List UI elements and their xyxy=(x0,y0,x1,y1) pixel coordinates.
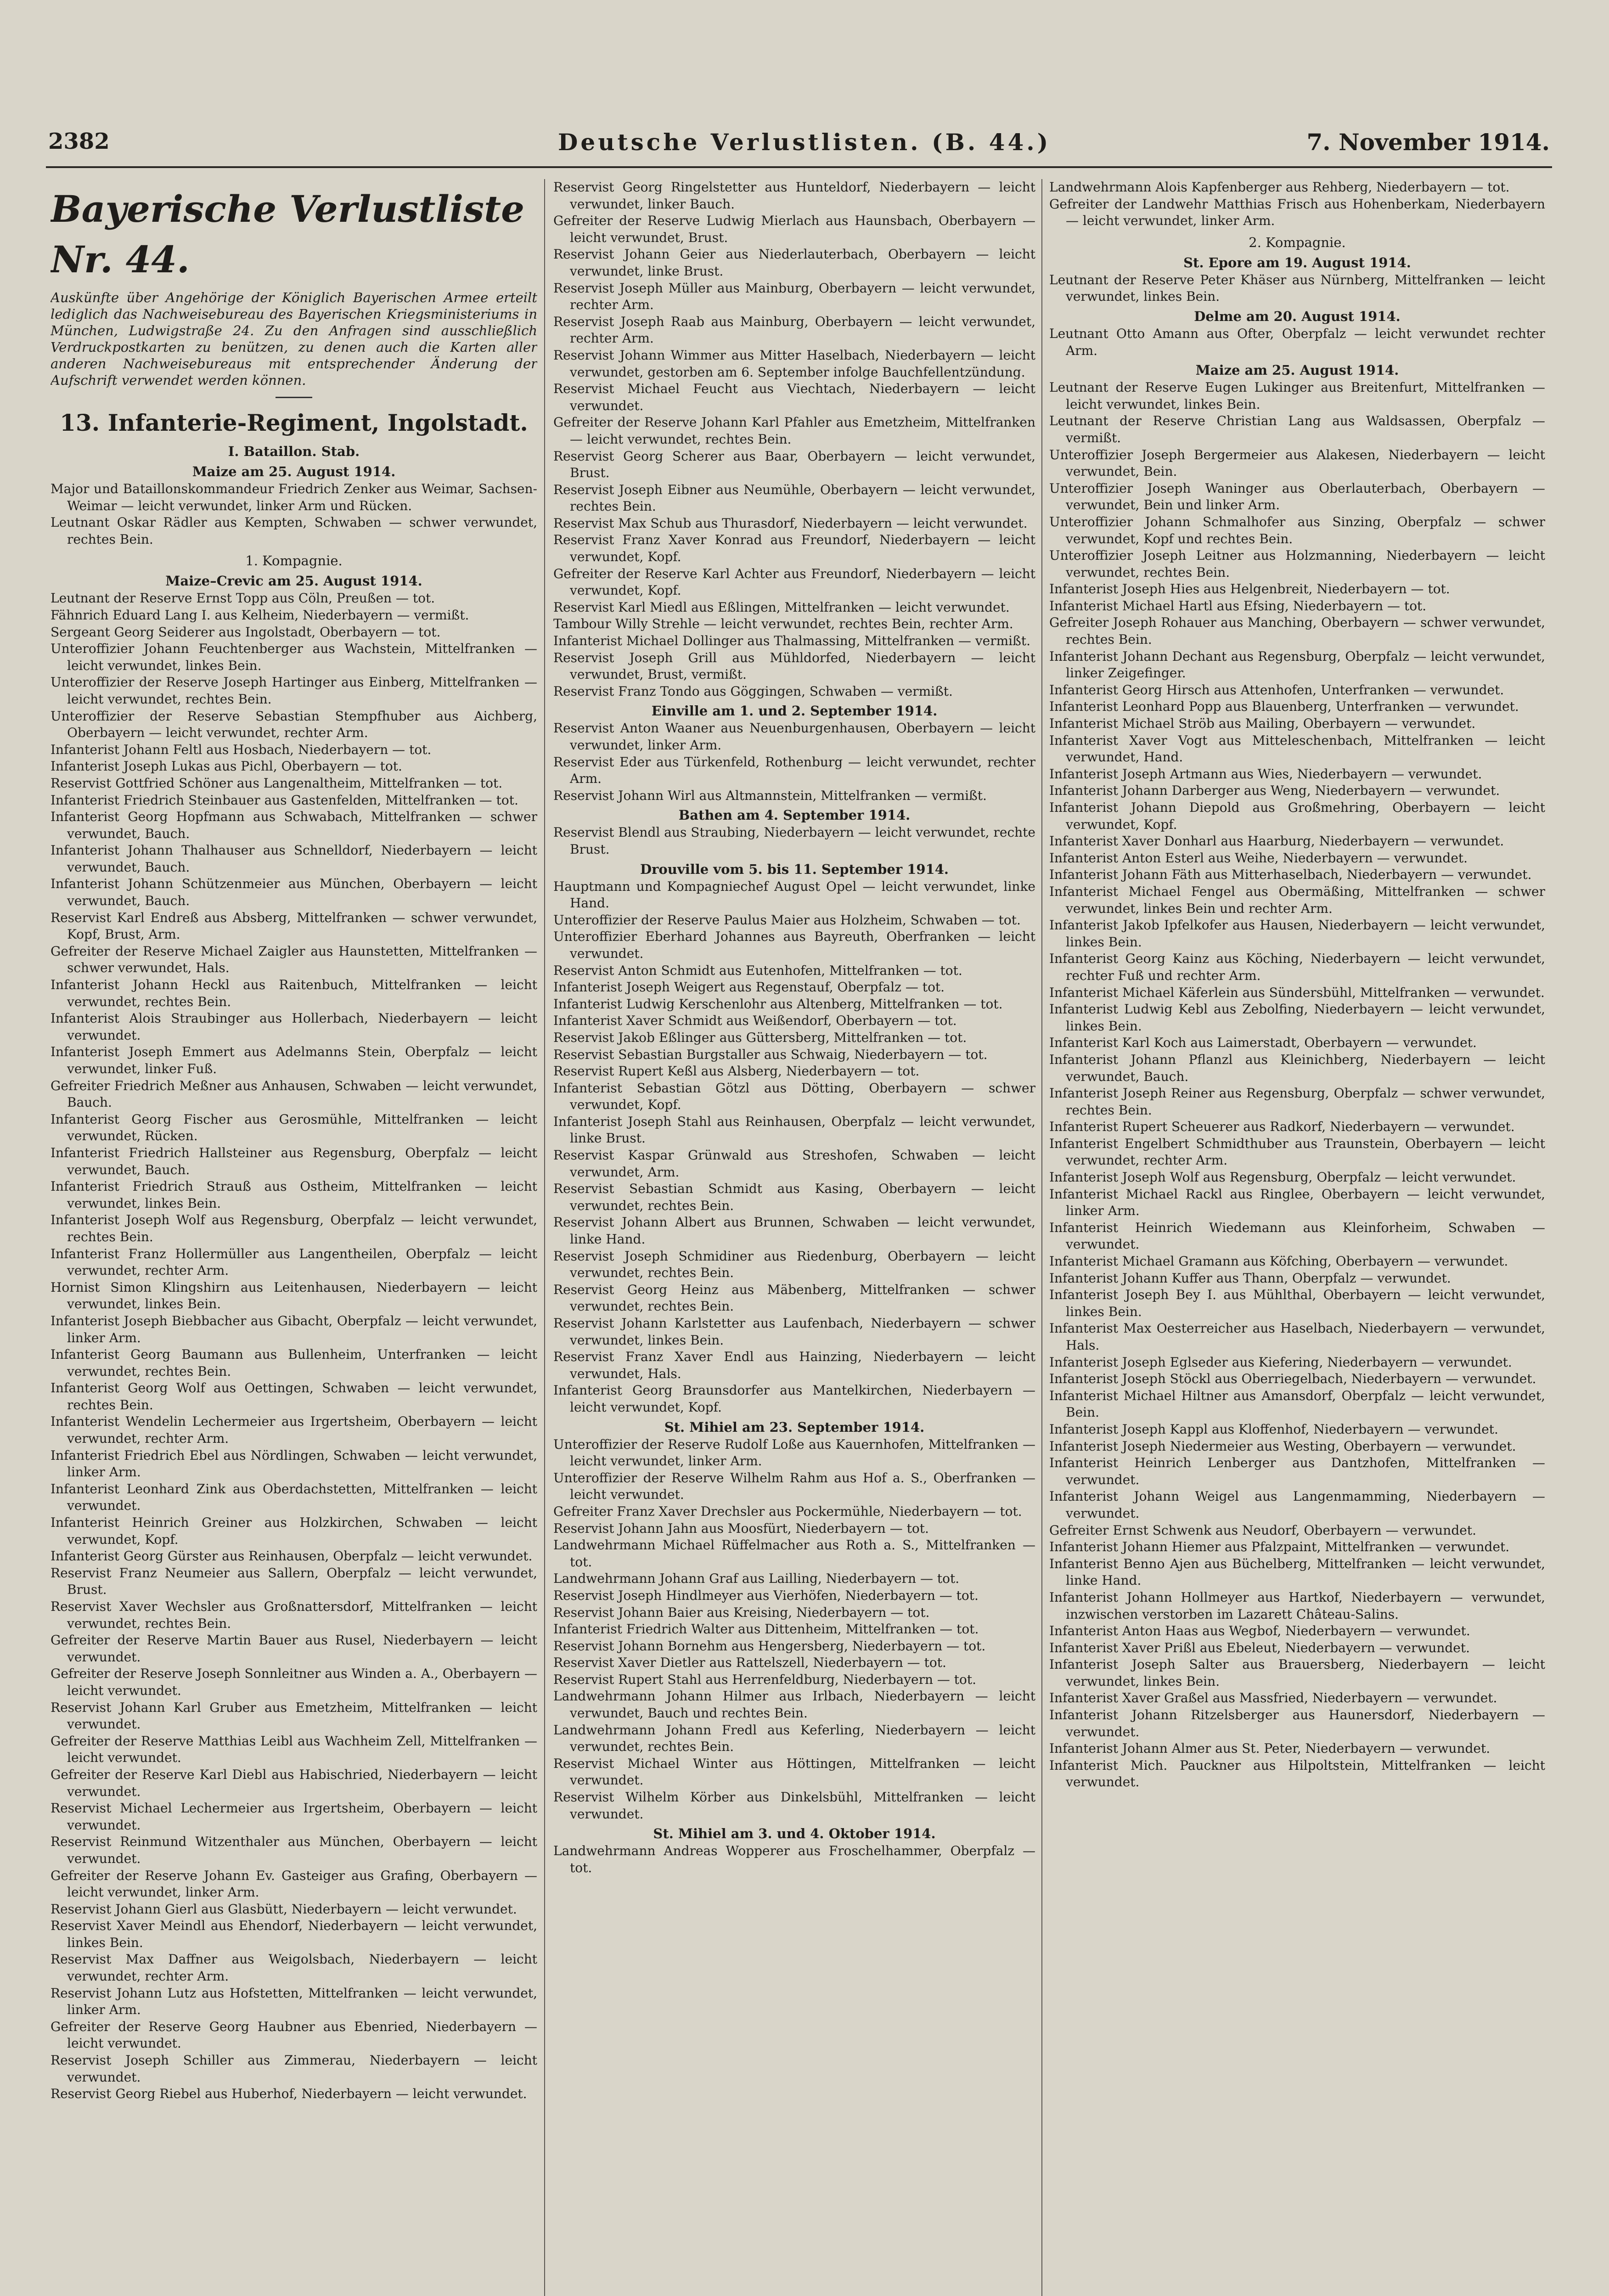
column-divider-2 xyxy=(1041,179,1042,2296)
section-heading: St. Epore am 19. August 1914. xyxy=(1183,254,1411,270)
casualty-entry: Gefreiter der Landwehr Matthias Frisch aus Hohenberkam, Niederbayern — leicht verwundet, linker Arm. xyxy=(1049,196,1545,229)
casualty-entry: Unteroffizier der Reserve Wilhelm Rahm aus Hof a. S., Oberfranken — leicht verwundet. xyxy=(553,1470,1035,1503)
casualty-entry: Reservist Georg Riebel aus Huberhof, Niederbayern — leicht verwundet. xyxy=(51,2086,527,2102)
entry-list xyxy=(553,179,1035,700)
company-heading: 2. Kompagnie. xyxy=(1249,234,1346,250)
casualty-entry: Infanterist Michael Hiltner aus Amansdorf, Oberpfalz — leicht verwundet, Bein. xyxy=(1049,1388,1545,1420)
casualty-entry: Reservist Franz Xaver Endl aus Hainzing, Niederbayern — leicht verwundet, Hals. xyxy=(553,1349,1035,1381)
casualty-entry: Infanterist Georg Baumann aus Bullenheim, Unterfranken — leicht verwundet, rechtes Bein. xyxy=(51,1347,537,1379)
casualty-entry: Gefreiter der Reserve Matthias Leibl aus Wachheim Zell, Mittelfranken — leicht verwundet. xyxy=(51,1733,537,1766)
entry-list xyxy=(553,824,1035,858)
casualty-entry: Infanterist Friedrich Steinbauer aus Gastenfelden, Mittelfranken — tot. xyxy=(51,792,518,808)
casualty-entry: Sergeant Georg Seiderer aus Ingolstadt, Oberbayern — tot. xyxy=(51,624,441,640)
casualty-entry: Landwehrmann Johann Hilmer aus Irlbach, Niederbayern — leicht verwundet, Bauch und rechtes Bein. xyxy=(553,1688,1035,1721)
casualty-entry: Infanterist Sebastian Götzl aus Dötting, Oberbayern — schwer verwundet, Kopf. xyxy=(553,1080,1035,1113)
casualty-entry: Reservist Rupert Keßl aus Alsberg, Niederbayern — tot. xyxy=(553,1064,920,1079)
casualty-entry: Infanterist Karl Koch aus Laimerstadt, Oberbayern — verwundet. xyxy=(1049,1035,1477,1051)
casualty-entry: Infanterist Friedrich Strauß aus Ostheim, Mittelfranken — leicht verwundet, linkes Bein. xyxy=(51,1179,537,1211)
casualty-entry: Reservist Kaspar Grünwald aus Streshofen, Schwaben — leicht verwundet, Arm. xyxy=(553,1148,1035,1180)
casualty-entry: Gefreiter der Reserve Karl Diebl aus Habischried, Niederbayern — leicht verwundet. xyxy=(51,1767,537,1799)
entry-list xyxy=(1049,179,1545,230)
casualty-entry: Reservist Joseph Hindlmeyer aus Vierhöfen, Niederbayern — tot. xyxy=(553,1587,979,1603)
casualty-entry: Infanterist Michael Dollinger aus Thalmassing, Mittelfranken — vermißt. xyxy=(553,633,1030,649)
casualty-entry: Reservist Rupert Stahl aus Herrenfeldburg, Niederbayern — tot. xyxy=(553,1671,977,1687)
entry-list xyxy=(1049,326,1545,359)
casualty-entry: Gefreiter der Reserve Georg Haubner aus Ebenried, Niederbayern — leicht verwundet. xyxy=(51,2019,537,2051)
casualty-entry: Reservist Georg Ringelstetter aus Hunteldorf, Niederbayern — leicht verwundet, linker Bauch. xyxy=(553,180,1035,212)
entry-list xyxy=(553,1843,1035,1876)
casualty-entry: Infanterist Michael Gramann aus Köfching, Oberbayern — verwundet. xyxy=(1049,1254,1508,1269)
casualty-entry: Infanterist Johann Darberger aus Weng, Niederbayern — verwundet. xyxy=(1049,783,1500,799)
column-1 xyxy=(51,179,537,2296)
casualty-entry: Tambour Willy Strehle — leicht verwundet, rechtes Bein, rechter Arm. xyxy=(553,616,1013,632)
casualty-entry: Leutnant Oskar Rädler aus Kempten, Schwaben — schwer verwundet, rechtes Bein. xyxy=(51,515,537,547)
casualty-entry: Unteroffizier Joseph Bergermeier aus Alakesen, Niederbayern — leicht verwundet, Bein. xyxy=(1049,447,1545,479)
entry-list xyxy=(553,878,1035,1416)
casualty-entry: Reservist Michael Winter aus Höttingen, Mittelfranken — leicht verwundet. xyxy=(553,1756,1035,1788)
casualty-entry: Reservist Johann Jahn aus Moosfürt, Niederbayern — tot. xyxy=(553,1520,929,1536)
casualty-entry: Leutnant der Reserve Christian Lang aus Waldsassen, Oberpfalz — vermißt. xyxy=(1049,413,1545,445)
battalion-heading: I. Bataillon. Stab. xyxy=(228,444,360,459)
casualty-entry: Reservist Joseph Grill aus Mühldorfed, Niederbayern — leicht verwundet, Brust, vermißt. xyxy=(553,650,1035,682)
casualty-entry: Infanterist Friedrich Walter aus Dittenheim, Mittelfranken — tot. xyxy=(553,1621,979,1637)
casualty-entry: Infanterist Michael Ströb aus Mailing, Oberbayern — verwundet. xyxy=(1049,716,1476,732)
casualty-entry: Infanterist Joseph Wolf aus Regensburg, Oberpfalz — leicht verwundet. xyxy=(1049,1170,1516,1185)
casualty-entry: Gefreiter Franz Xaver Drechsler aus Pockermühle, Niederbayern — tot. xyxy=(553,1503,1022,1519)
casualty-entry: Infanterist Rupert Scheuerer aus Radkorf, Niederbayern — verwundet. xyxy=(1049,1119,1515,1135)
casualty-entry: Infanterist Georg Hopfmann aus Schwabach, Mittelfranken — schwer verwundet, Bauch. xyxy=(51,809,537,841)
casualty-entry: Reservist Johann Karl Gruber aus Emetzheim, Mittelfranken — leicht verwundet. xyxy=(51,1699,537,1732)
casualty-entry: Infanterist Heinrich Lenberger aus Dantzhofen, Mittelfranken — verwundet. xyxy=(1049,1455,1545,1487)
casualty-entry: Hornist Simon Klingshirn aus Leitenhausen, Niederbayern — leicht verwundet, linkes Bein. xyxy=(51,1279,537,1312)
casualty-entry: Infanterist Joseph Emmert aus Adelmanns Stein, Oberpfalz — leicht verwundet, linker Fuß. xyxy=(51,1044,537,1076)
page-header xyxy=(48,129,1550,165)
page-number: 2382 xyxy=(48,129,110,154)
column-2 xyxy=(553,179,1035,2296)
casualty-entry: Unteroffizier Johann Feuchtenberger aus Wachstein, Mittelfranken — leicht verwundet, linkes Bein. xyxy=(51,641,537,673)
casualty-entry: Major und Bataillonskommandeur Friedrich Zenker aus Weimar, Sachsen-Weimar — leicht verwundet, linker Arm und Rücken. xyxy=(51,481,537,513)
casualty-entry: Reservist Franz Neumeier aus Sallern, Oberpfalz — leicht verwundet, Brust. xyxy=(51,1565,537,1598)
casualty-entry: Infanterist Michael Käferlein aus Sündersbühl, Mittelfranken — verwundet. xyxy=(1049,985,1545,1000)
casualty-entry: Reservist Michael Lechermeier aus Irgertsheim, Oberbayern — leicht verwundet. xyxy=(51,1801,537,1833)
casualty-entry: Infanterist Leonhard Zink aus Oberdachstetten, Mittelfranken — leicht verwundet. xyxy=(51,1481,537,1514)
casualty-entry: Infanterist Joseph Eglseder aus Kiefering, Niederbayern — verwundet. xyxy=(1049,1354,1512,1370)
casualty-entry: Unteroffizier Joseph Waninger aus Oberlauterbach, Oberbayern — verwundet, Bein und linker Arm. xyxy=(1049,480,1545,513)
casualty-entry: Gefreiter der Reserve Martin Bauer aus Rusel, Niederbayern — leicht verwundet. xyxy=(51,1632,537,1665)
casualty-entry: Infanterist Xaver Schmidt aus Weißendorf, Oberbayern — tot. xyxy=(553,1013,957,1029)
casualty-entry: Hauptmann und Kompagniechef August Opel — leicht verwundet, linke Hand. xyxy=(553,878,1035,911)
casualty-entry: Leutnant Otto Amann aus Ofter, Oberpfalz — leicht verwundet rechter Arm. xyxy=(1049,326,1545,358)
issue-date: 7. November 1914. xyxy=(1306,129,1550,156)
casualty-entry: Reservist Johann Lutz aus Hofstetten, Mittelfranken — leicht verwundet, linker Arm. xyxy=(51,1985,537,2018)
casualty-entry: Infanterist Heinrich Wiedemann aus Kleinforheim, Schwaben — verwundet. xyxy=(1049,1220,1545,1252)
entry-list xyxy=(1049,272,1545,305)
casualty-entry: Infanterist Joseph Bey I. aus Mühlthal, Oberbayern — leicht verwundet, linkes Bein. xyxy=(1049,1287,1545,1319)
casualty-entry: Reservist Gottfried Schöner aus Langenaltheim, Mittelfranken — tot. xyxy=(51,775,503,791)
entry-list xyxy=(1049,379,1545,1791)
casualty-entry: Infanterist Benno Ajen aus Büchelberg, Mittelfranken — leicht verwundet, linke Hand. xyxy=(1049,1556,1545,1588)
casualty-entry: Reservist Max Schub aus Thurasdorf, Niederbayern — leicht verwundet. xyxy=(553,515,1028,531)
casualty-entry: Infanterist Joseph Wolf aus Regensburg, Oberpfalz — leicht verwundet, rechtes Bein. xyxy=(51,1212,537,1244)
casualty-entry: Leutnant der Reserve Ernst Topp aus Cöln, Preußen — tot. xyxy=(51,591,435,606)
section-heading: St. Mihiel am 23. September 1914. xyxy=(664,1419,925,1435)
casualty-entry: Reservist Joseph Müller aus Mainburg, Oberbayern — leicht verwundet, rechter Arm. xyxy=(553,280,1035,313)
casualty-entry: Reservist Johann Geier aus Niederlauterbach, Oberbayern — leicht verwundet, linke Brust. xyxy=(553,247,1035,279)
casualty-entry: Reservist Johann Baier aus Kreising, Niederbayern — tot. xyxy=(553,1604,930,1620)
casualty-entry: Reservist Joseph Schmidiner aus Riedenburg, Oberbayern — leicht verwundet, rechtes Bein. xyxy=(553,1248,1035,1281)
casualty-entry: Infanterist Johann Feltl aus Hosbach, Niederbayern — tot. xyxy=(51,742,432,757)
casualty-entry: Infanterist Johann Dechant aus Regensburg, Oberpfalz — leicht verwundet, linker Zeigefinger. xyxy=(1049,648,1545,681)
casualty-entry: Reservist Karl Endreß aus Absberg, Mittelfranken — schwer verwundet, Kopf, Brust, Arm. xyxy=(51,910,537,942)
company-heading: 1. Kompagnie. xyxy=(245,553,343,569)
casualty-entry: Infanterist Heinrich Greiner aus Holzkirchen, Schwaben — leicht verwundet, Kopf. xyxy=(51,1515,537,1547)
casualty-entry: Infanterist Georg Wolf aus Oettingen, Schwaben — leicht verwundet, rechtes Bein. xyxy=(51,1380,537,1412)
casualty-entry: Reservist Johann Wimmer aus Mitter Haselbach, Niederbayern — leicht verwundet, gestorben am 6. September infolge Bauchfellentzündung. xyxy=(553,347,1035,380)
section-heading: Einville am 1. und 2. September 1914. xyxy=(651,703,938,719)
casualty-entry: Landwehrmann Johann Graf aus Lailling, Niederbayern — tot. xyxy=(553,1571,960,1587)
section-heading: Maize–Crevic am 25. August 1914. xyxy=(165,573,422,589)
entry-list xyxy=(51,590,537,2102)
intro-text: Auskünfte über Angehörige der Königlich Bayerischen Armee erteilt lediglich das Nachweisebureau des Bayerischen Kriegsministeriums in München, Ludwigstraße 24. Zu den Anfragen sind ausschließlich Verdruckpostkarten zu benützen, zu denen auch die Karten aller anderen Nachweisebureaus mit entsprechender Änderung der Aufschrift verwendet werden können. xyxy=(51,290,537,388)
casualty-entry: Infanterist Ludwig Kebl aus Zebolfing, Niederbayern — leicht verwundet, linkes Bein. xyxy=(1049,1002,1545,1034)
casualty-entry: Reservist Johann Wirl aus Altmannstein, Mittelfranken — vermißt. xyxy=(553,788,987,803)
casualty-entry: Infanterist Johann Pflanzl aus Kleinichberg, Niederbayern — leicht verwundet, Bauch. xyxy=(1049,1052,1545,1084)
casualty-entry: Infanterist Joseph Lukas aus Pichl, Oberbayern — tot. xyxy=(51,759,402,774)
casualty-entry: Infanterist Anton Haas aus Wegbof, Niederbayern — verwundet. xyxy=(1049,1623,1470,1639)
casualty-entry: Unteroffizier Joseph Leitner aus Holzmanning, Niederbayern — leicht verwundet, rechtes Bein. xyxy=(1049,548,1545,580)
casualty-entry: Reservist Sebastian Schmidt aus Kasing, Oberbayern — leicht verwundet, rechtes Bein. xyxy=(553,1181,1035,1213)
casualty-entry: Reservist Eder aus Türkenfeld, Rothenburg — leicht verwundet, rechter Arm. xyxy=(553,754,1035,787)
casualty-entry: Infanterist Johann Diepold aus Großmehring, Oberbayern — leicht verwundet, Kopf. xyxy=(1049,800,1545,832)
casualty-entry: Infanterist Michael Hartl aus Efsing, Niederbayern — tot. xyxy=(1049,598,1427,613)
casualty-entry: Infanterist Johann Fäth aus Mitterhaselbach, Niederbayern — verwundet. xyxy=(1049,867,1532,883)
publication-title: Deutsche Verlustlisten. (B. 44.) xyxy=(558,129,1051,156)
casualty-entry: Gefreiter der Reserve Johann Ev. Gasteiger aus Grafing, Oberbayern — leicht verwundet, linker Arm. xyxy=(51,1868,537,1900)
casualty-entry: Infanterist Xaver Donharl aus Haarburg, Niederbayern — verwundet. xyxy=(1049,833,1504,849)
casualty-entry: Reservist Xaver Meindl aus Ehendorf, Niederbayern — leicht verwundet, linkes Bein. xyxy=(51,1918,537,1950)
column-3 xyxy=(1049,179,1545,2296)
casualty-entry: Infanterist Joseph Kappl aus Kloffenhof, Niederbayern — verwundet. xyxy=(1049,1421,1498,1437)
casualty-entry: Gefreiter der Reserve Joseph Sonnleitner aus Winden a. A., Oberbayern — leicht verwundet. xyxy=(51,1666,537,1698)
casualty-entry: Gefreiter der Reserve Ludwig Mierlach aus Haunsbach, Oberbayern — leicht verwundet, Brust. xyxy=(553,213,1035,245)
entry-list xyxy=(553,720,1035,804)
casualty-entry: Infanterist Joseph Niedermeier aus Westing, Oberbayern — verwundet. xyxy=(1049,1438,1516,1454)
section-heading: Maize am 25. August 1914. xyxy=(1195,362,1399,378)
section-heading: St. Mihiel am 3. und 4. Oktober 1914. xyxy=(653,1826,936,1842)
casualty-entry: Reservist Johann Karlstetter aus Laufenbach, Niederbayern — schwer verwundet, linkes Bein. xyxy=(553,1316,1035,1348)
casualty-entry: Infanterist Jakob Ipfelkofer aus Hausen, Niederbayern — leicht verwundet, linkes Bein. xyxy=(1049,917,1545,950)
casualty-entry: Unteroffizier der Reserve Joseph Hartinger aus Einberg, Mittelfranken — leicht verwundet, rechtes Bein. xyxy=(51,675,537,707)
casualty-entry: Infanterist Joseph Stöckl aus Oberriegelbach, Niederbayern — verwundet. xyxy=(1049,1371,1536,1387)
casualty-entry: Infanterist Ludwig Kerschenlohr aus Altenberg, Mittelfranken — tot. xyxy=(553,996,1003,1012)
list-title: Bayerische Verlustliste Nr. 44. xyxy=(51,187,525,281)
casualty-entry: Unteroffizier der Reserve Paulus Maier aus Holzheim, Schwaben — tot. xyxy=(553,912,1021,928)
header-rule xyxy=(46,166,1552,168)
casualty-entry: Infanterist Johann Hiemer aus Pfalzpaint, Mittelfranken — verwundet. xyxy=(1049,1539,1510,1555)
casualty-entry: Reservist Joseph Raab aus Mainburg, Oberbayern — leicht verwundet, rechter Arm. xyxy=(553,314,1035,346)
casualty-entry: Gefreiter Friedrich Meßner aus Anhausen, Schwaben — leicht verwundet, Bauch. xyxy=(51,1078,537,1110)
section-heading: Drouville vom 5. bis 11. September 1914. xyxy=(640,861,949,877)
casualty-entry: Gefreiter Ernst Schwenk aus Neudorf, Oberbayern — verwundet. xyxy=(1049,1522,1476,1538)
casualty-entry: Infanterist Xaver Graßel aus Massfried, Niederbayern — verwundet. xyxy=(1049,1690,1497,1706)
casualty-entry: Reservist Johann Bornehm aus Hengersberg, Niederbayern — tot. xyxy=(553,1638,986,1654)
casualty-entry: Unteroffizier Johann Schmalhofer aus Sinzing, Oberpfalz — schwer verwundet, Kopf und rechtes Bein. xyxy=(1049,514,1545,546)
casualty-entry: Infanterist Georg Gürster aus Reinhausen, Oberpfalz — leicht verwundet. xyxy=(51,1548,533,1564)
casualty-entry: Landwehrmann Alois Kapfenberger aus Rehberg, Niederbayern — tot. xyxy=(1049,180,1510,195)
casualty-entry: Reservist Joseph Eibner aus Neumühle, Oberbayern — leicht verwundet, rechtes Bein. xyxy=(553,482,1035,514)
casualty-entry: Reservist Georg Heinz aus Mäbenberg, Mittelfranken — schwer verwundet, rechtes Bein. xyxy=(553,1282,1035,1314)
casualty-entry: Infanterist Anton Esterl aus Weihe, Niederbayern — verwundet. xyxy=(1049,850,1468,866)
casualty-entry: Reservist Georg Scherer aus Baar, Oberbayern — leicht verwundet, Brust. xyxy=(553,448,1035,481)
casualty-entry: Fähnrich Eduard Lang I. aus Kelheim, Niederbayern — vermißt. xyxy=(51,607,469,623)
section-heading: Bathen am 4. September 1914. xyxy=(678,807,911,823)
casualty-entry: Infanterist Johann Schützenmeier aus München, Oberbayern — leicht verwundet, Bauch. xyxy=(51,876,537,909)
short-rule xyxy=(276,397,312,398)
casualty-entry: Reservist Max Daffner aus Weigolsbach, Niederbayern — leicht verwundet, rechter Arm. xyxy=(51,1952,537,1984)
casualty-entry: Leutnant der Reserve Peter Khäser aus Nürnberg, Mittelfranken — leicht verwundet, linkes Bein. xyxy=(1049,272,1545,304)
casualty-entry: Gefreiter Joseph Rohauer aus Manching, Oberbayern — schwer verwundet, rechtes Bein. xyxy=(1049,615,1545,647)
section-heading: Maize am 25. August 1914. xyxy=(192,464,396,479)
casualty-entry: Reservist Franz Tondo aus Göggingen, Schwaben — vermißt. xyxy=(553,683,953,699)
casualty-entry: Infanterist Max Oesterreicher aus Haselbach, Niederbayern — verwundet, Hals. xyxy=(1049,1321,1545,1353)
casualty-entry: Reservist Xaver Dietler aus Rattelszell, Niederbayern — tot. xyxy=(553,1655,946,1671)
column-divider-1 xyxy=(544,179,545,2296)
casualty-entry: Infanterist Alois Straubinger aus Hollerbach, Niederbayern — leicht verwundet. xyxy=(51,1011,537,1043)
casualty-entry: Infanterist Friedrich Ebel aus Nördlingen, Schwaben — leicht verwundet, linker Arm. xyxy=(51,1447,537,1480)
casualty-entry: Reservist Johann Gierl aus Glasbütt, Niederbayern — leicht verwundet. xyxy=(51,1901,517,1917)
casualty-entry: Infanterist Xaver Vogt aus Mitteleschenbach, Mittelfranken — leicht verwundet, Hand. xyxy=(1049,732,1545,765)
casualty-entry: Infanterist Georg Kainz aus Köching, Niederbayern — leicht verwundet, rechter Fuß und rechter Arm. xyxy=(1049,951,1545,983)
casualty-entry: Unteroffizier der Reserve Sebastian Stempfhuber aus Aichberg, Oberbayern — leicht verwundet, rechter Arm. xyxy=(51,708,537,741)
casualty-entry: Infanterist Johann Kuffer aus Thann, Oberpfalz — verwundet. xyxy=(1049,1270,1451,1286)
casualty-entry: Reservist Jakob Eßlinger aus Güttersberg, Mittelfranken — tot. xyxy=(553,1030,967,1045)
casualty-entry: Infanterist Joseph Artmann aus Wies, Niederbayern — verwundet. xyxy=(1049,766,1482,782)
casualty-entry: Infanterist Wendelin Lechermeier aus Irgertsheim, Oberbayern — leicht verwundet, rechter Arm. xyxy=(51,1414,537,1446)
casualty-entry: Gefreiter der Reserve Karl Achter aus Freundorf, Niederbayern — leicht verwundet, Kopf. xyxy=(553,566,1035,598)
casualty-entry: Infanterist Joseph Salter aus Brauersberg, Niederbayern — leicht verwundet, linkes Bein. xyxy=(1049,1657,1545,1689)
casualty-entry: Infanterist Joseph Stahl aus Reinhausen, Oberpfalz — leicht verwundet, linke Brust. xyxy=(553,1114,1035,1146)
casualty-entry: Infanterist Georg Hirsch aus Attenhofen, Unterfranken — verwundet. xyxy=(1049,682,1504,698)
casualty-entry: Infanterist Joseph Reiner aus Regensburg, Oberpfalz — schwer verwundet, rechtes Bein. xyxy=(1049,1086,1545,1118)
casualty-entry: Reservist Johann Albert aus Brunnen, Schwaben — leicht verwundet, linke Hand. xyxy=(553,1215,1035,1247)
casualty-entry: Infanterist Georg Braunsdorfer aus Mantelkirchen, Niederbayern — leicht verwundet, Kopf. xyxy=(553,1383,1035,1415)
casualty-entry: Infanterist Joseph Biebbacher aus Gibacht, Oberpfalz — leicht verwundet, linker Arm. xyxy=(51,1313,537,1345)
casualty-entry: Reservist Sebastian Burgstaller aus Schwaig, Niederbayern — tot. xyxy=(553,1047,988,1062)
casualty-entry: Gefreiter der Reserve Johann Karl Pfahler aus Emetzheim, Mittelfranken — leicht verwundet, rechtes Bein. xyxy=(553,415,1035,447)
casualty-entry: Reservist Michael Feucht aus Viechtach, Niederbayern — leicht verwundet. xyxy=(553,381,1035,413)
entry-list xyxy=(51,481,537,548)
regiment-heading: 13. Infanterie-Regiment, Ingolstadt. xyxy=(60,409,528,436)
section-heading: Delme am 20. August 1914. xyxy=(1194,308,1401,324)
casualty-entry: Infanterist Xaver Prißl aus Ebeleut, Niederbayern — verwundet. xyxy=(1049,1640,1470,1655)
casualty-entry: Unteroffizier Eberhard Johannes aus Bayreuth, Oberfranken — leicht verwundet. xyxy=(553,929,1035,961)
casualty-entry: Infanterist Johann Weigel aus Langenmamming, Niederbayern — verwundet. xyxy=(1049,1489,1545,1521)
casualty-entry: Infanterist Johann Hollmeyer aus Hartkof, Niederbayern — verwundet, inzwischen verstorben im Lazarett Château-Salins. xyxy=(1049,1589,1545,1622)
casualty-entry: Landwehrmann Michael Rüffelmacher aus Roth a. S., Mittelfranken — tot. xyxy=(553,1537,1035,1570)
casualty-entry: Reservist Karl Miedl aus Eßlingen, Mittelfranken — leicht verwundet. xyxy=(553,599,1010,615)
casualty-entry: Infanterist Georg Fischer aus Gerosmühle, Mittelfranken — leicht verwundet, Rücken. xyxy=(51,1111,537,1144)
casualty-entry: Infanterist Johann Heckl aus Raitenbuch, Mittelfranken — leicht verwundet, rechtes Bein. xyxy=(51,977,537,1009)
casualty-entry: Infanterist Michael Rackl aus Ringlee, Oberbayern — leicht verwundet, linker Arm. xyxy=(1049,1186,1545,1219)
casualty-entry: Reservist Wilhelm Körber aus Dinkelsbühl, Mittelfranken — leicht verwundet. xyxy=(553,1790,1035,1822)
casualty-entry: Unteroffizier der Reserve Rudolf Loße aus Kauernhofen, Mittelfranken — leicht verwundet, linker Arm. xyxy=(553,1436,1035,1469)
casualty-entry: Infanterist Michael Fengel aus Obermäßing, Mittelfranken — schwer verwundet, linkes Bein und rechter Arm. xyxy=(1049,884,1545,916)
casualty-entry: Infanterist Franz Hollermüller aus Langentheilen, Oberpfalz — leicht verwundet, rechter Arm. xyxy=(51,1246,537,1278)
casualty-entry: Leutnant der Reserve Eugen Lukinger aus Breitenfurt, Mittelfranken — leicht verwundet, linkes Bein. xyxy=(1049,380,1545,412)
casualty-entry: Infanterist Johann Almer aus St. Peter, Niederbayern — verwundet. xyxy=(1049,1741,1491,1756)
entry-list xyxy=(553,1436,1035,1823)
casualty-entry: Reservist Anton Schmidt aus Eutenhofen, Mittelfranken — tot. xyxy=(553,962,962,978)
casualty-entry: Reservist Franz Xaver Konrad aus Freundorf, Niederbayern — leicht verwundet, Kopf. xyxy=(553,532,1035,565)
casualty-entry: Landwehrmann Johann Fredl aus Keferling, Niederbayern — leicht verwundet, rechtes Bein. xyxy=(553,1722,1035,1755)
casualty-entry: Reservist Joseph Schiller aus Zimmerau, Niederbayern — leicht verwundet. xyxy=(51,2053,537,2085)
casualty-entry: Infanterist Engelbert Schmidthuber aus Traunstein, Oberbayern — leicht verwundet, rechter Arm. xyxy=(1049,1136,1545,1168)
casualty-entry: Reservist Anton Waaner aus Neuenburgenhausen, Oberbayern — leicht verwundet, linker Arm. xyxy=(553,720,1035,753)
casualty-entry: Landwehrmann Andreas Wopperer aus Froschelhammer, Oberpfalz — tot. xyxy=(553,1843,1035,1875)
casualty-entry: Infanterist Joseph Hies aus Helgenbreit, Niederbayern — tot. xyxy=(1049,581,1450,597)
casualty-entry: Reservist Reinmund Witzenthaler aus München, Oberbayern — leicht verwundet. xyxy=(51,1834,537,1866)
casualty-entry: Reservist Blendl aus Straubing, Niederbayern — leicht verwundet, rechte Brust. xyxy=(553,825,1035,857)
casualty-entry: Infanterist Friedrich Hallsteiner aus Regensburg, Oberpfalz — leicht verwundet, Bauch. xyxy=(51,1145,537,1177)
casualty-entry: Infanterist Johann Thalhauser aus Schnelldorf, Niederbayern — leicht verwundet, Bauch. xyxy=(51,843,537,875)
casualty-entry: Gefreiter der Reserve Michael Zaigler aus Haunstetten, Mittelfranken — schwer verwundet, Hals. xyxy=(51,943,537,976)
casualty-entry: Infanterist Leonhard Popp aus Blauenberg, Unterfranken — verwundet. xyxy=(1049,699,1519,715)
casualty-entry: Infanterist Mich. Pauckner aus Hilpoltstein, Mittelfranken — leicht verwundet. xyxy=(1049,1757,1545,1790)
casualty-entry: Infanterist Joseph Weigert aus Regenstauf, Oberpfalz — tot. xyxy=(553,979,945,995)
casualty-entry: Reservist Xaver Wechsler aus Großnattersdorf, Mittelfranken — leicht verwundet, rechtes Bein. xyxy=(51,1599,537,1631)
casualty-entry: Infanterist Johann Ritzelsberger aus Haunersdorf, Niederbayern — verwundet. xyxy=(1049,1707,1545,1739)
